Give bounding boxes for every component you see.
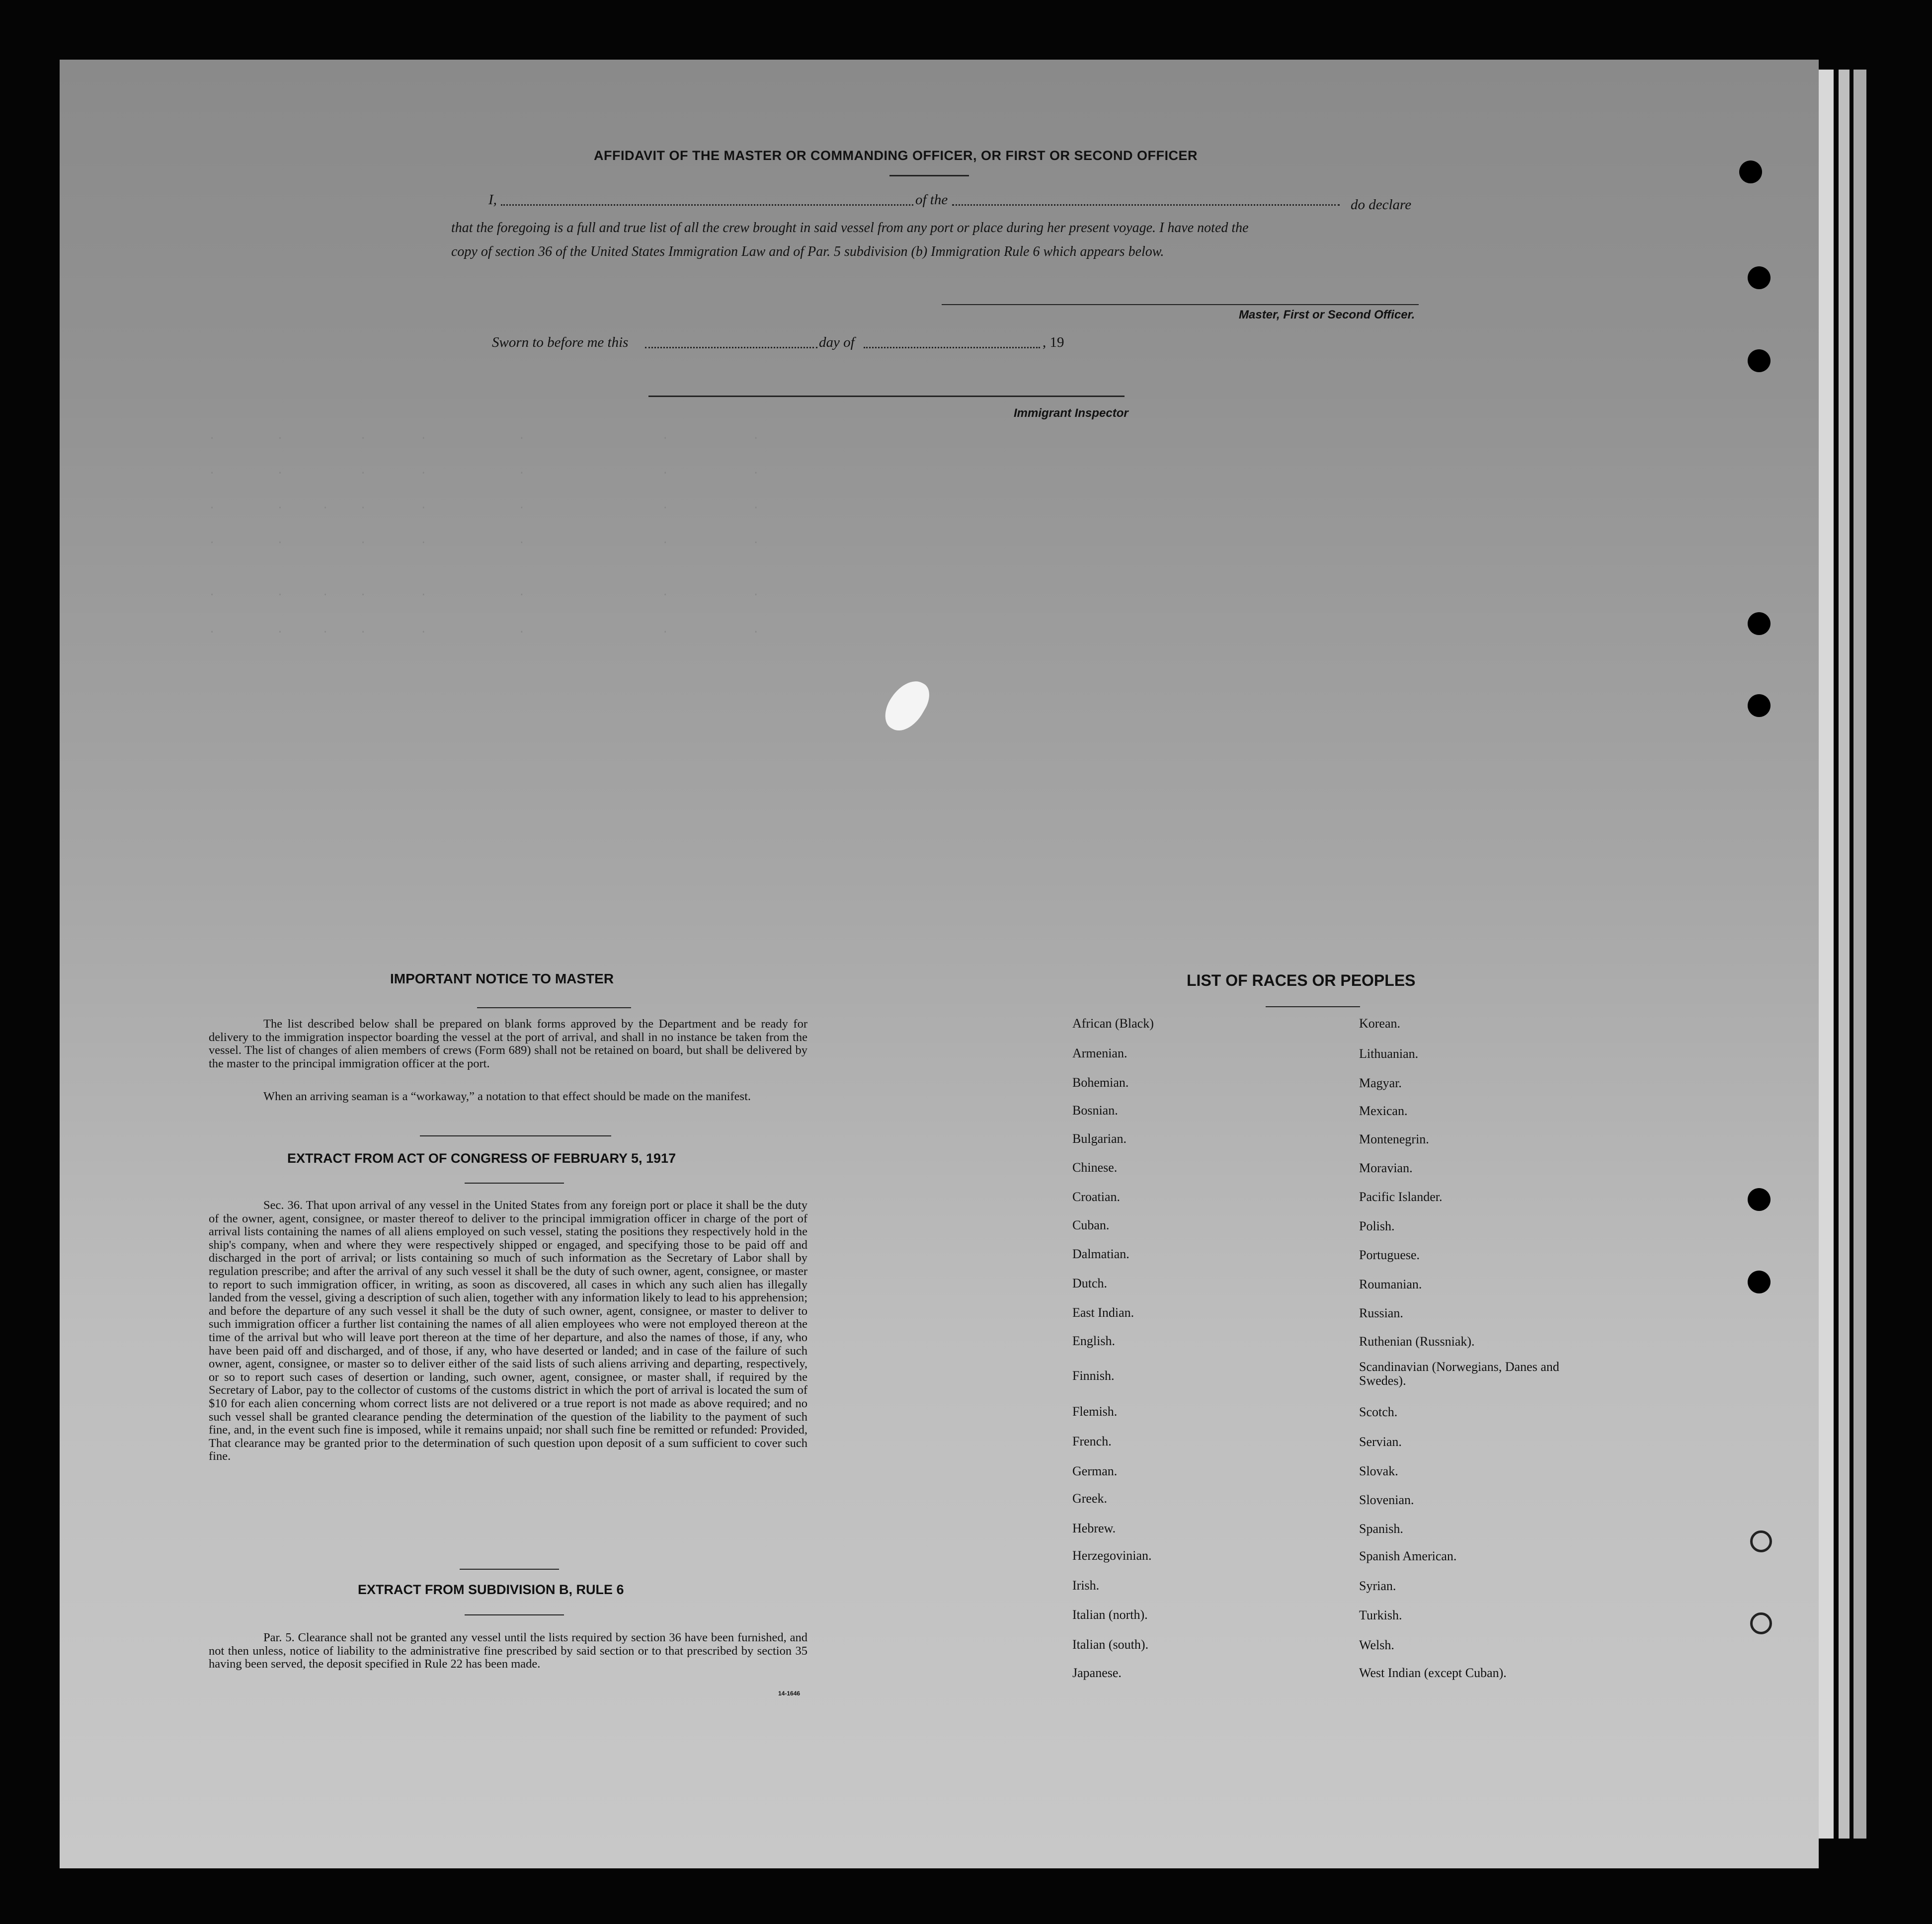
par-5-text: Par. 5. Clearance shall not be granted any vessel until the lists required by section 36 have been furnished, and not then unless, notice of liability to the administrative fine prescribed by said section or to that prescribed by section 35 having been served, the deposit specified in Rule 22 has been made. (209, 1631, 807, 1671)
binder-hole (1748, 694, 1771, 717)
signature-line[interactable] (942, 304, 1419, 305)
name-field-line[interactable] (501, 204, 913, 206)
race-item: Italian (south). (1072, 1637, 1149, 1652)
form-number: 14-1646 (778, 1690, 801, 1697)
page-edge (1853, 70, 1866, 1839)
do-declare: do declare (1351, 197, 1412, 213)
notice-paragraph-2: When an arriving seaman is a “workaway,” a notation to that effect should be made on the manifest. (263, 1090, 751, 1103)
binder-hole (1748, 1271, 1771, 1293)
binder-hole (1748, 612, 1771, 635)
section-36-text: Sec. 36. That upon arrival of any vessel in the United States from any foreign port or place it shall be the duty of the owner, agent, consignee, or master thereof to deliver to the principal immigration officer in charge of the port of arrival lists containing the names of all aliens employed on such vessel, stating the positions they respectively hold in the ship's company, when and where they were respectively shipped or engaged, and specifying those to be paid off and discharged in the port of arrival; or lists containing so much of such information as the Secretary of Labor shall by regulation prescribe; and after the arrival of any such vessel it shall be the duty of such owner, agent, consignee, or master to report to such immigration officer, in writing, as soon as discovered, all cases in which any such alien has illegally landed from the vessel, giving a description of such alien, together with any information likely to lead to his apprehension; and before the departure of any such vessel it shall be the duty of such owner, agent, consignee, or master to deliver to such immigration officer a further list containing the names of all alien employees who were not employed thereon at the time of the arrival but who will leave port thereon at the time of her departure, and also the names of those, if any, who have been paid off and discharged, and of those, if any, who have deserted or landed; and in case of the failure of such owner, agent, consignee, or master so to deliver either of the said lists of such aliens arriving and departing, respectively, or so to report such cases of desertion or landing, such owner, agent, consignee, or master shall, if required by the Secretary of Labor, pay to the collector of customs of the customs district in which the port of arrival is located the sum of $10 for each alien concerning whom correct lists are not delivered or a true report is not made as above required; and no such vessel shall be granted clearance pending the determination of the question of the liability to the payment of such fine, and, in the event such fine is imposed, while it remains unpaid; nor shall such fine be remitted or refunded: Provided, That clearance may be granted prior to the determination of such question upon deposit of a sum sufficient to cover such fine. (209, 1199, 807, 1463)
race-item: Herzegovinian. (1072, 1548, 1152, 1563)
race-item: Slovak. (1359, 1464, 1398, 1478)
race-item: Scotch. (1359, 1405, 1398, 1419)
binder-hole (1748, 349, 1771, 372)
race-item: Irish. (1072, 1578, 1100, 1593)
race-item: Chinese. (1072, 1160, 1118, 1175)
race-item: Russian. (1359, 1306, 1403, 1320)
race-item: Italian (north). (1072, 1607, 1148, 1622)
race-item: Flemish. (1072, 1404, 1118, 1419)
page-edge (1819, 70, 1834, 1839)
race-item: Cuban. (1072, 1218, 1110, 1232)
divider (460, 1569, 559, 1570)
binder-hole (1748, 266, 1771, 289)
day-field-line[interactable] (645, 347, 817, 348)
race-item: Spanish American. (1359, 1549, 1457, 1563)
binder-hole (1750, 1530, 1772, 1552)
inspector-caption: Immigrant Inspector (1014, 406, 1128, 420)
divider (477, 1007, 631, 1008)
race-item: English. (1072, 1334, 1115, 1348)
i-label: I, (488, 192, 497, 208)
inspector-signature-line[interactable] (648, 396, 1125, 397)
document-page (60, 60, 1819, 1868)
race-item: German. (1072, 1464, 1118, 1478)
race-item: Korean. (1359, 1016, 1401, 1031)
divider (420, 1135, 611, 1136)
of-the-label: of the (915, 192, 948, 208)
divider (1266, 1006, 1360, 1007)
race-item: Slovenian. (1359, 1493, 1414, 1507)
signature-caption: Master, First or Second Officer. (1239, 308, 1415, 321)
year-label: , 19 (1043, 334, 1064, 350)
binder-hole (1750, 1612, 1772, 1634)
race-item: Mexican. (1359, 1104, 1408, 1118)
divider (465, 1614, 564, 1615)
race-item: Magyar. (1359, 1076, 1402, 1090)
binder-hole (1739, 160, 1762, 183)
race-item: Pacific Islander. (1359, 1190, 1443, 1204)
divider (889, 175, 969, 176)
day-of-label: day of (819, 334, 855, 350)
race-item: West Indian (except Cuban). (1359, 1666, 1507, 1680)
affidavit-line-3: copy of section 36 of the United States Immigration Law and of Par. 5 subdivision (b) Immigration Rule 6 which appears below. (451, 244, 1164, 259)
notice-title: IMPORTANT NOTICE TO MASTER (390, 971, 614, 986)
race-item: East Indian. (1072, 1305, 1134, 1320)
act-title: EXTRACT FROM ACT OF CONGRESS OF FEBRUARY 5, 1917 (287, 1151, 676, 1166)
race-item: Scandinavian (Norwegians, Danes and Swedes). (1359, 1360, 1559, 1388)
race-item: Bosnian. (1072, 1103, 1118, 1118)
race-item: Spanish. (1359, 1522, 1403, 1536)
divider (465, 1183, 564, 1184)
race-item: Moravian. (1359, 1161, 1413, 1175)
race-item: Welsh. (1359, 1638, 1394, 1652)
race-item: Montenegrin. (1359, 1132, 1429, 1146)
race-item: Syrian. (1359, 1579, 1396, 1593)
race-item: Servian. (1359, 1435, 1402, 1449)
race-item: Hebrew. (1072, 1521, 1116, 1535)
vessel-field-line[interactable] (952, 204, 1340, 206)
rule-title: EXTRACT FROM SUBDIVISION B, RULE 6 (358, 1582, 624, 1597)
race-item: Greek. (1072, 1491, 1108, 1506)
affidavit-title: AFFIDAVIT OF THE MASTER OR COMMANDING OFFICER, OR FIRST OR SECOND OFFICER (594, 148, 1198, 163)
page-edge (1839, 70, 1850, 1839)
binder-hole (1748, 1188, 1771, 1211)
sworn-label: Sworn to before me this (492, 334, 629, 350)
race-item: Dalmatian. (1072, 1247, 1129, 1261)
race-item: Lithuanian. (1359, 1046, 1419, 1061)
race-item: Polish. (1359, 1219, 1395, 1233)
race-item: Bulgarian. (1072, 1131, 1127, 1146)
race-item: Portuguese. (1359, 1248, 1420, 1262)
race-item: Bohemian. (1072, 1075, 1129, 1090)
race-item: Armenian. (1072, 1046, 1127, 1060)
race-item: Dutch. (1072, 1276, 1108, 1290)
race-item: Turkish. (1359, 1608, 1402, 1622)
race-item: Japanese. (1072, 1666, 1122, 1680)
race-item: African (Black) (1072, 1016, 1154, 1031)
race-item: Croatian. (1072, 1190, 1121, 1204)
races-title: LIST OF RACES OR PEOPLES (1187, 971, 1416, 989)
race-item: Roumanian. (1359, 1277, 1422, 1291)
month-field-line[interactable] (864, 347, 1040, 348)
race-item: Finnish. (1072, 1368, 1115, 1383)
race-item: Ruthenian (Russniak). (1359, 1334, 1475, 1349)
affidavit-line-2: that the foregoing is a full and true list of all the crew brought in said vessel from any port or place during her present voyage. I have noted the (451, 220, 1249, 236)
notice-paragraph-1: The list described below shall be prepared on blank forms approved by the Department and be ready for delivery to the immigration inspector boarding the vessel at the port of arrival, and shall in no instance be taken from the vessel. The list of changes of alien members of crews (Form 689) shall not be retained on board, but shall be delivered by the master to the principal immigration officer at the port. (209, 1017, 807, 1070)
race-item: French. (1072, 1434, 1112, 1448)
